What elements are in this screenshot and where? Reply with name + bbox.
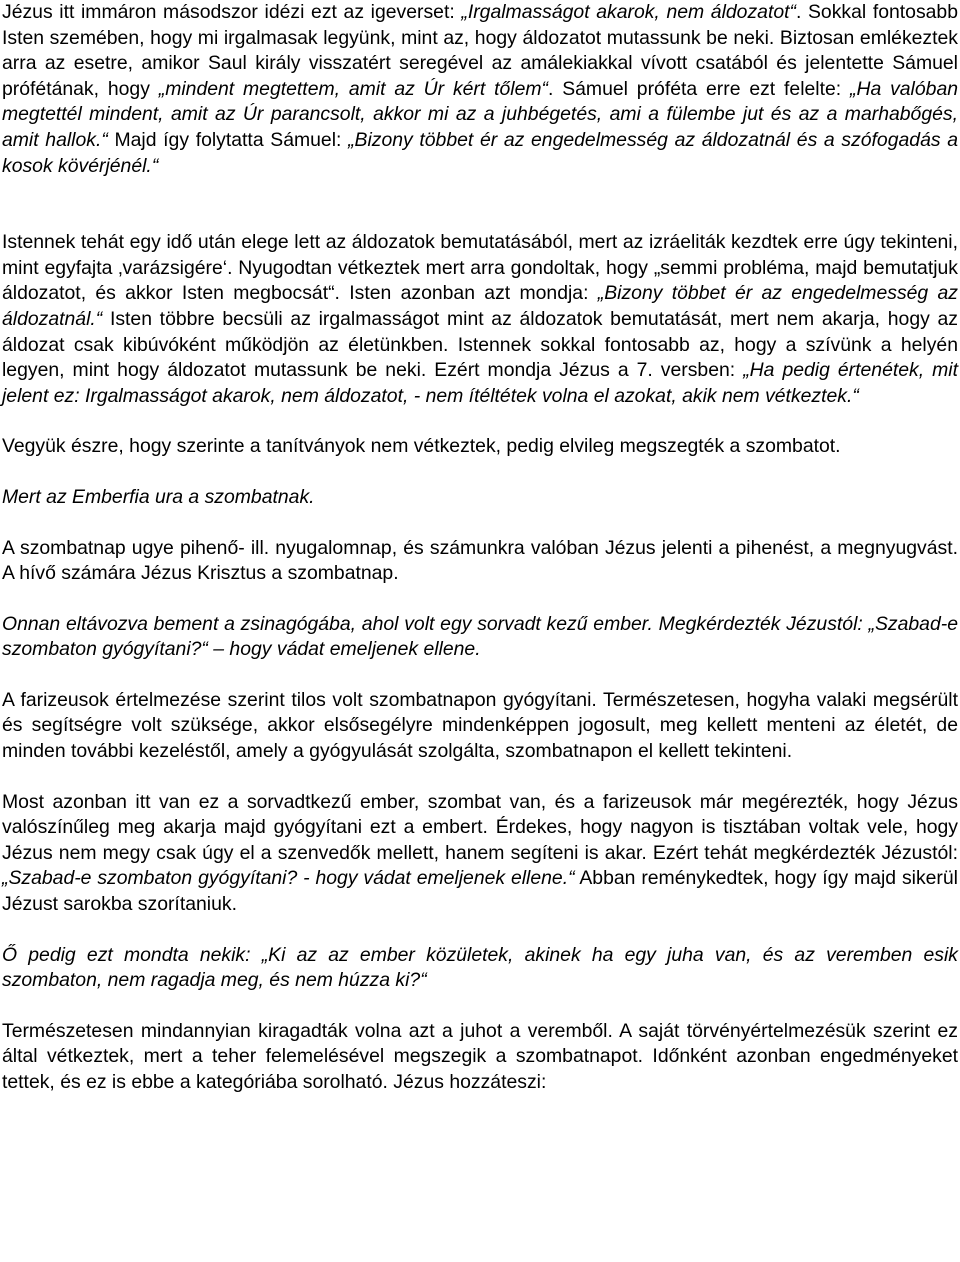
paragraph-6 <box>2 612 958 663</box>
text-run: Jézus itt immáron másodszor idézi ezt az igeverset: <box>2 1 462 23</box>
italic-quote: „Ha valóban megtettél mindent, amit az Úr parancsolt, akkor mi az a juhbégetés, ami a fülembe jut és az a marhabőgés, amit hallok.“ <box>2 77 959 151</box>
paragraph-2 <box>2 230 958 409</box>
text-run: Most azonban itt van ez a sorvadtkezű ember, szombat van, és a farizeusok már megérezték, hogy Jézus valószínűleg meg akarja majd gyógyítani ezt a embert. Érdekes, hogy nagyon is tisztában voltak vele, hogy Jézus nem megy csak úgy el a szenvedők mellett, hanem segíteni is akar. Ezért tehát megkérdezték Jézustól: <box>2 790 958 864</box>
text-run: . Sámuel próféta erre ezt felelte: <box>547 77 850 100</box>
italic-quote: „Ha pedig értenétek, mit jelent ez: Irgalmasságot akarok, nem áldozatot, - nem ítéltétek volna el azokat, akik nem vétkeztek.“ <box>2 359 958 407</box>
text-run: Istennek tehát egy idő után elege lett az áldozatok bemutatásából, mert az izráeliták kezdtek erre úgy tekinteni, mint egyfajta ‚varázsigére‘. Nyugodtan vétkeztek mert arra gondoltak, hogy „semmi probléma, majd bemutatjuk áldozatot, és akkor Isten megbocsát“. Isten azonban azt mondja: <box>2 231 958 305</box>
italic-quote: „mindent megtettem, amit az Úr kért tőlem“ <box>158 77 548 100</box>
text-run: Isten többre becsüli az irgalmasságot mint az áldozatok bemutatását, mert nem akarja, hogy az áldozat csak kibúvóként működjön az életünkben. Istennek sokkal fontosabb az, hogy a szívünk a helyén legyen, mint hogy áldozatot mutassunk be neki. Ezért mondja Jézus a 7. versben: <box>2 307 958 382</box>
text-run: A szombatnap ugye pihenő- ill. nyugalomnap, és számunkra valóban Jézus jelenti a pihenést, a megnyugvást. A hívő számára Jézus Krisztus a szombatnap. <box>2 536 958 585</box>
paragraph-5 <box>2 536 958 587</box>
paragraph-4 <box>2 485 958 511</box>
text-run: Természetesen mindannyian kiragadták volna azt a juhot a veremből. A saját törvényértelmezésük szerint ez által vétkeztek, mert a teher felemelésével megszegik a szombatnapot. Időnként azonban engedményeket tettek, és ez is ebbe a kategóriába sorolható. Jézus hozzáteszi: <box>2 1019 958 1093</box>
text-run: Majd így folytatta Sámuel: <box>107 128 349 151</box>
text-run: . Sokkal fontosabb Isten szemében, hogy mi irgalmasak legyünk, mint az, hogy áldozatot mutassunk be neki. Biztosan emlékeztek arra az esetre, amikor Saul király visszatért seregével az amálekiakkal vívott csatából és jelentette Sámuel prófétának, hogy <box>2 1 958 100</box>
italic-quote: „Irgalmasságot akarok, nem áldozatot“ <box>461 1 796 23</box>
text-run: Abban reménykedtek, hogy így majd sikerül Jézust sarokba szorítaniuk. <box>2 867 958 916</box>
italic-quote: Onnan eltávozva bement a zsinagógába, ahol volt egy sorvadt kezű ember. Megkérdezték Jézustól: „Szabad-e szombaton gyógyítani?“ – hogy vádat emeljenek ellene. <box>2 612 958 661</box>
italic-quote: Mert az Emberfia ura a szombatnak. <box>2 485 315 508</box>
paragraph-7 <box>2 688 958 765</box>
paragraph-9 <box>2 943 958 994</box>
paragraph-8 <box>2 790 958 918</box>
italic-quote: „Bizony többet ér az engedelmesség az áldozatnál.“ <box>2 282 958 330</box>
paragraph-3 <box>2 434 958 460</box>
paragraph-1 <box>2 0 958 179</box>
paragraph-10 <box>2 1019 958 1096</box>
italic-quote: „Bizony többet ér az engedelmesség az áldozatnál és a szófogadás a kosok kövérjénél.“ <box>2 128 958 177</box>
text-run: A farizeusok értelmezése szerint tilos volt szombatnapon gyógyítani. Természetesen, hogyha valaki megsérült és segítségre volt szüksége, akkor elsősegélyre mindenképpen jogosult, meg kellett menteni az életét, de minden további kezeléstől, amely a gyógyulását szolgálta, szombatnapon el kellett tekinteni. <box>2 688 958 763</box>
italic-quote: „Szabad-e szombaton gyógyítani? - hogy vádat emeljenek ellene.“ <box>2 867 575 890</box>
text-run: Vegyük észre, hogy szerinte a tanítványok nem vétkeztek, pedig elvileg megszegték a szombatot. <box>2 435 841 458</box>
italic-quote: Ő pedig ezt mondta nekik: „Ki az az ember közületek, akinek ha egy juha van, és az veremben esik szombaton, nem ragadja meg, és nem húzza ki?“ <box>2 943 958 992</box>
